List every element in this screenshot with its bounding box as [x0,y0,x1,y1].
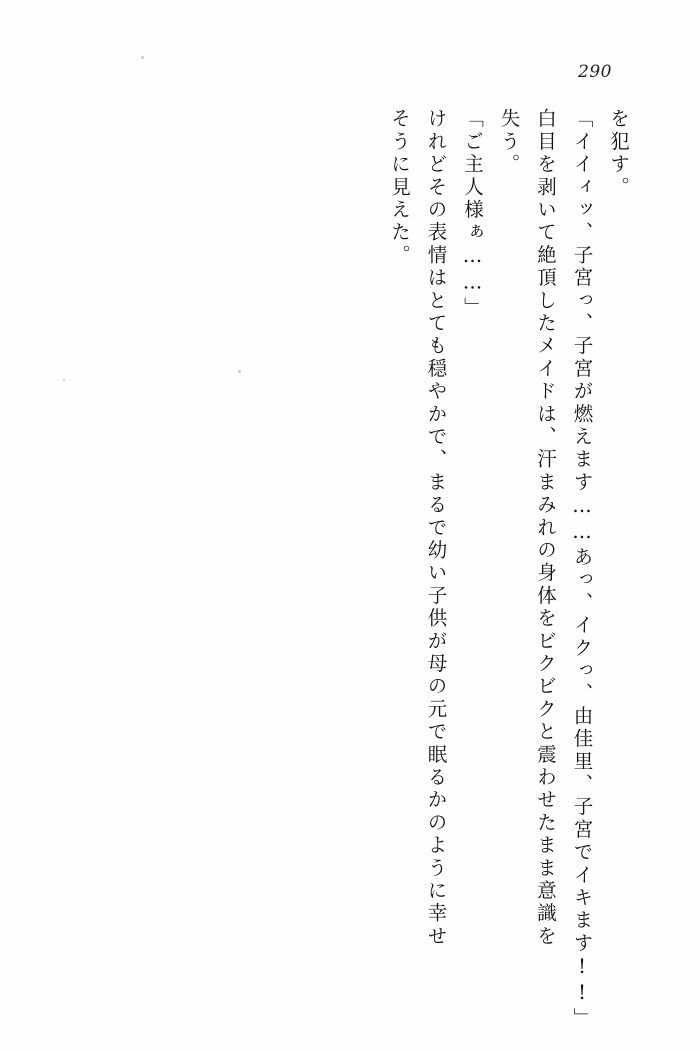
scan-artifact [63,379,65,381]
text-column: けれどその表情はとても穏やかで、まるで幼い子供が母の元で眠るかのように幸せ [424,108,448,948]
text-column: 白目を剥いて絶頂したメイドは、汗まみれの身体をビクビクと震わせたまま意識を [534,108,557,948]
scan-artifact [141,56,144,59]
text-column: 「ご主人様ぁ……」 [461,108,484,320]
vertical-text-block [388,108,630,1030]
scan-artifact [238,370,241,373]
text-column: そうに見えた。 [388,108,411,267]
text-column: 「イイィッ、子宮っ、子宮が燃えます……あっ、イクっ、由佳里、子宮でイキます!!」 [570,108,594,1030]
text-column: を犯す。 [607,108,630,199]
page-number: 290 [578,62,612,82]
text-column: 失う。 [497,108,521,177]
